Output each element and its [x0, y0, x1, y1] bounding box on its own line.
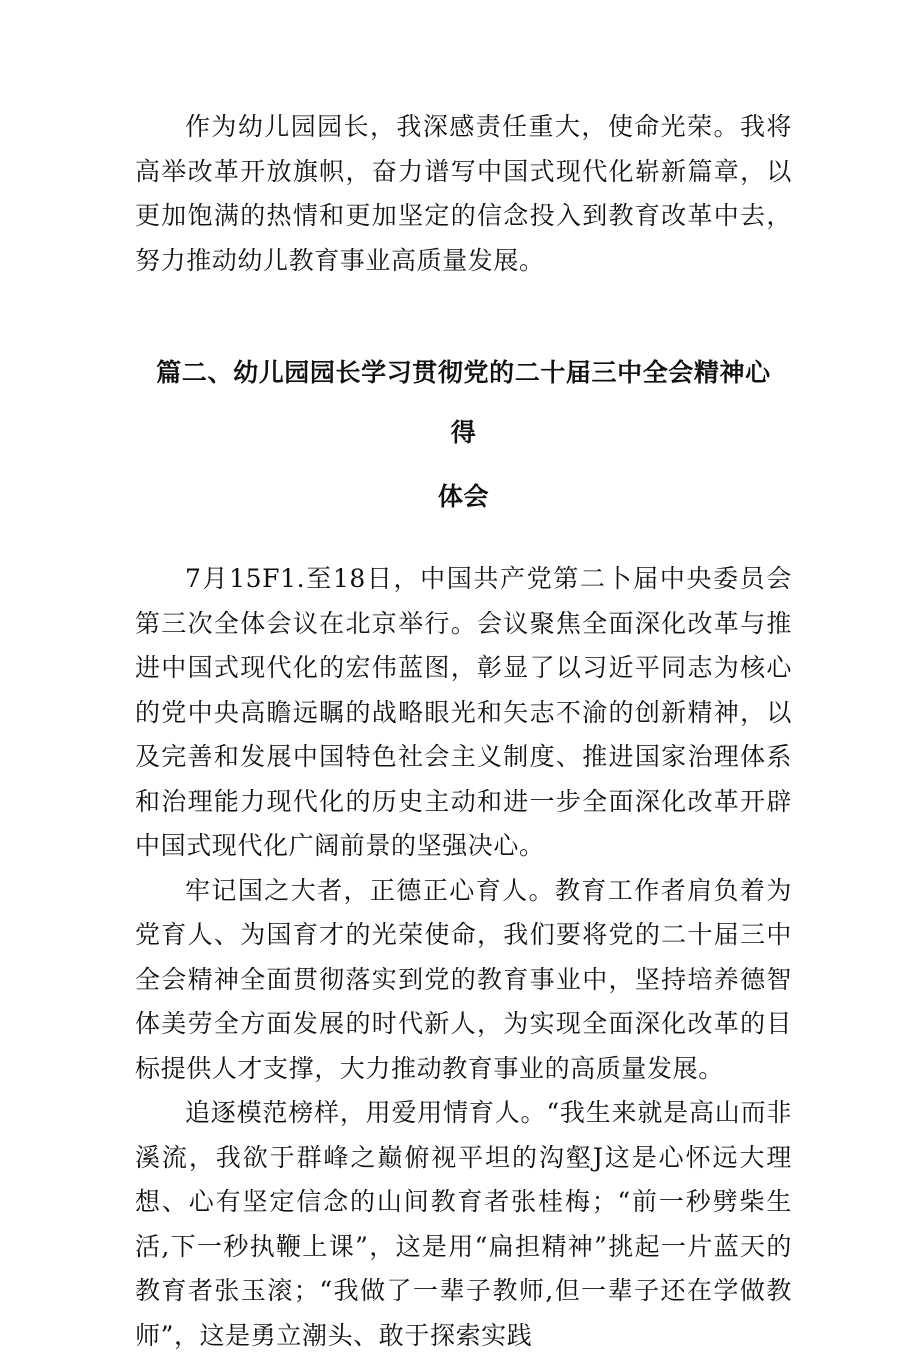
body-paragraph-2: 牢记国之大者，正德正心育人。教育工作者肩负着为党育人、为国育才的光荣使命，我们要将党的二十届三中全会精神全面贯彻落实到党的教育事业中，坚持培养德智体美劳全方面发展的时代新人，为实现全面深化改革的目标提供人才支撑，大力推动教育事业的高质量发展。 — [135, 875, 792, 1083]
intro-paragraph: 作为幼儿园园长，我深感责任重大，使命光荣。我将高举改革开放旗帜，奋力谱写中国式现代化崭新篇章，以更加饱满的热情和更加坚定的信念投入到教育改革中去，努力推动幼儿教育事业高质量发展。 — [135, 112, 792, 275]
section-heading-line2: 体会 — [437, 482, 490, 511]
body-paragraph-1: 7月15F1.至18日，中国共产党第二卜届中央委员会第三次全体会议在北京举行。会议聚焦全面深化改革与推进中国式现代化的宏伟蓝图，彰显了以习近平同志为核心的党中央高瞻远瞩的战略眼光和矢志不渝的创新精神，以及完善和发展中国特色社会主义制度、推进国家治理体系和治理能力现代化的历史主动和进一步全面深化改革开辟中国式现代化广阔前景的坚强决心。 — [135, 564, 792, 860]
section-body — [135, 557, 792, 1358]
section-heading-line1: 篇二、幼儿园园长学习贯彻党的二十届三中全会精神心得 — [156, 358, 771, 447]
body-paragraph-3: 追逐模范榜样，用爱用情育人。“我生来就是高山而非溪流，我欲于群峰之巅俯视平坦的沟壑J这是心怀远大理想、心有坚定信念的山间教育者张桂梅；“前一秒劈柴生活,下一秒执鞭上课”，这是用“扁担精神”挑起一片蓝天的教育者张玉滚；“我做了一辈子教师,但一辈子还在学做教师”，这是勇立潮头、敢于探索实践 — [135, 1098, 792, 1350]
section-heading — [135, 343, 792, 527]
